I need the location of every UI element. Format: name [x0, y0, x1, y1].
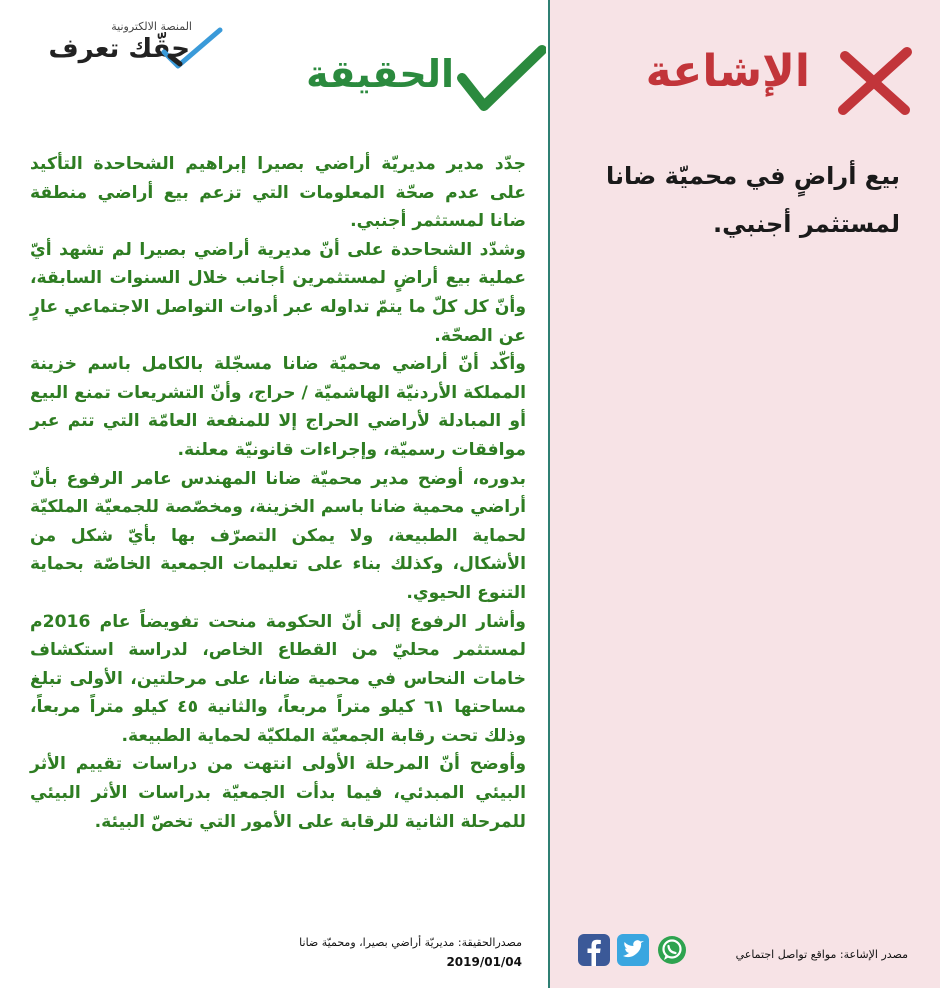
rumor-text: بيع أراضٍ في محميّة ضانا لمستثمر أجنبي.: [606, 162, 900, 238]
truth-source: مصدرالحقيقة: مديريّة أراضي بصيرا، ومحميّة ضانا: [299, 936, 522, 949]
x-mark-icon: [835, 44, 915, 118]
whatsapp-icon[interactable]: [655, 933, 689, 967]
check-icon: [456, 44, 546, 114]
rumor-panel: [550, 0, 940, 988]
truth-paragraph: وأوضح أنّ المرحلة الأولى انتهت من دراسات تقييم الأثر البيئي المبدئي، فيما بدأت الجمعيّة بدراسات الأثر البيئي للمرحلة الثانية للرقابة على الأمور التي تخصّ البيئة.: [30, 754, 526, 832]
truth-heading: الحقيقة: [306, 52, 454, 96]
truth-paragraph: جدّد مدير مديريّة أراضي بصيرا إبراهيم الشحاحدة التأكيد على عدم صحّة المعلومات التي تزعم بيع أراضي منطقة ضانا لمستثمر أجنبي.: [30, 154, 526, 232]
rumor-source: مصدر الإشاعة: مواقع تواصل اجتماعي: [735, 948, 908, 961]
truth-paragraph: بدوره، أوضح مدير محميّة ضانا المهندس عامر الرفوع بأنّ أراضي محمية ضانا باسم الخزينة، ومخصّصة للجمعيّة الملكيّة لحماية الطبيعة، ولا يمكن التصرّف بها بأيّ شكل من الأشكال، وكذلك بناء على تعليمات الجمعية الخاصّة بحماية التنوع الحيوي.: [30, 468, 526, 603]
rumor-header: [645, 40, 915, 125]
rumor-heading: الإشاعة: [645, 46, 810, 97]
logo-check-icon: [160, 26, 224, 70]
truth-body: [30, 150, 526, 900]
truth-paragraph: وشدّد الشحاحدة على أنّ مديرية أراضي بصيرا لم تشهد أيّ عملية بيع أراضٍ لمستثمرين أجانب خلال السنوات السابقة، وأنّ كل كلّ ما يتمّ تداوله عبر أدوات التواصل الاجتماعي عارٍ عن الصحّة.: [30, 239, 526, 346]
truth-header: [296, 40, 546, 120]
logo-title: حقّك تعرف: [48, 34, 190, 64]
truth-date: 2019/01/04: [446, 955, 522, 969]
twitter-icon[interactable]: [616, 933, 650, 967]
truth-paragraph: وأشار الرفوع إلى أنّ الحكومة منحت تفويضاً عام 2016م لمستثمر محليّ من القطاع الخاص، لدراسة استكشاف خامات النحاس في محمية ضانا، على مرحلتين، الأولى تبلغ مساحتها ٦١ كيلو متراً مربعاً، والثانية ٤٥ كيلو متراً مربعاً، وذلك تحت رقابة الجمعيّة الملكيّة لحماية الطبيعة.: [30, 611, 527, 746]
logo-subtitle: المنصة الالكترونية: [111, 20, 192, 33]
brand-logo: [26, 20, 226, 80]
truth-paragraph: وأكّد أنّ أراضي محميّة ضانا مسجّلة بالكامل باسم خزينة المملكة الأردنيّة الهاشميّة / حراج، وأنّ التشريعات تمنع البيع أو المبادلة لأراضي الحراج إلا للمنفعة العامّة التي تتم عبر موافقات رسميّة، وإجراءات قانونيّة معلنة.: [30, 354, 526, 460]
facebook-icon[interactable]: [577, 933, 611, 967]
